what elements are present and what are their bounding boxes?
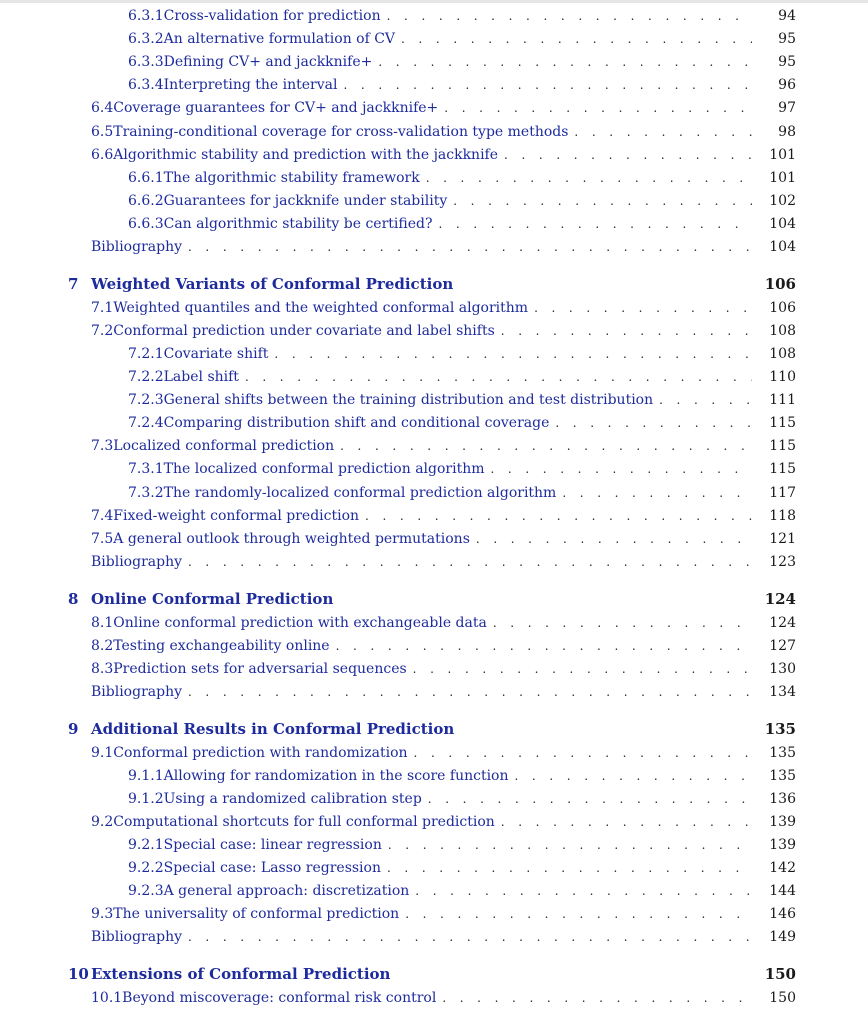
toc-entry[interactable] bbox=[0, 658, 868, 680]
toc-entry[interactable] bbox=[0, 834, 868, 856]
toc-entry-number: 7.2 bbox=[91, 322, 114, 339]
toc-bibliography[interactable] bbox=[0, 926, 868, 948]
dot-leader bbox=[501, 320, 752, 342]
dot-leader bbox=[388, 834, 752, 856]
toc-entry-title[interactable]: Label shift bbox=[163, 369, 239, 385]
toc-entry-title[interactable]: Localized conformal prediction bbox=[113, 438, 335, 455]
toc-page-number[interactable]: 136 bbox=[769, 790, 796, 807]
dot-leader bbox=[378, 51, 752, 73]
toc-entry-number: 6.6.2 bbox=[128, 192, 164, 209]
toc-entry-number: 7.5 bbox=[91, 530, 114, 547]
toc-page-number[interactable]: 96 bbox=[778, 77, 796, 94]
toc-entry-number: 6.3.4 bbox=[128, 77, 164, 94]
toc-page-number[interactable]: 94 bbox=[778, 8, 796, 24]
toc-entry-number: 6.3.2 bbox=[128, 31, 164, 48]
toc-page-number[interactable]: 150 bbox=[769, 990, 796, 1006]
toc-entry-number: 9.2 bbox=[91, 813, 114, 830]
toc-page-number[interactable]: 117 bbox=[769, 484, 796, 501]
toc-page-number[interactable]: 110 bbox=[769, 369, 796, 385]
dot-leader bbox=[396, 963, 752, 985]
toc-entry-number: 9 bbox=[68, 719, 79, 738]
toc-entry-title[interactable]: Weighted Variants of Conformal Prediction bbox=[91, 275, 454, 294]
dot-leader bbox=[405, 903, 752, 925]
dot-leader bbox=[504, 144, 752, 166]
toc-entry-number: 7.1 bbox=[91, 299, 114, 316]
toc-entry-title[interactable]: Online Conformal Prediction bbox=[91, 589, 334, 608]
toc-entry[interactable] bbox=[0, 74, 868, 96]
toc-entry[interactable] bbox=[0, 788, 868, 810]
dot-leader bbox=[343, 74, 752, 96]
toc-entry[interactable] bbox=[0, 97, 868, 119]
dot-leader bbox=[274, 343, 752, 365]
toc-entry-title[interactable]: Additional Results in Conformal Prediction bbox=[91, 719, 455, 738]
dot-leader bbox=[453, 190, 752, 212]
toc-entry-title[interactable]: The universality of conformal prediction bbox=[113, 906, 400, 923]
toc-entry-number: 7 bbox=[68, 275, 79, 294]
toc-entry[interactable] bbox=[0, 297, 868, 319]
toc-entry[interactable] bbox=[0, 320, 868, 342]
toc-entry-number: 6.6.1 bbox=[128, 169, 164, 186]
toc-entry-number: 7.2.4 bbox=[128, 415, 164, 432]
toc-entry[interactable] bbox=[0, 190, 868, 212]
toc-entry-title[interactable]: Training-conditional coverage for cross-validation type methods bbox=[113, 123, 569, 140]
toc-entry-title[interactable]: General shifts between the training distribution and test distribution bbox=[163, 392, 654, 409]
toc-chapter[interactable] bbox=[0, 718, 868, 740]
toc-chapter[interactable] bbox=[0, 963, 868, 985]
toc-entry-number: 7.2.1 bbox=[128, 345, 164, 362]
dot-leader bbox=[562, 482, 752, 504]
toc-page-number[interactable]: 144 bbox=[769, 883, 796, 900]
toc-entry-title[interactable]: Bibliography bbox=[91, 553, 182, 570]
dot-leader bbox=[188, 236, 752, 258]
toc-entry-title[interactable]: Conformal prediction under covariate and label shifts bbox=[113, 322, 495, 339]
toc-entry-title[interactable]: Extensions of Conformal Prediction bbox=[91, 965, 391, 984]
dot-leader bbox=[188, 551, 752, 573]
dot-leader bbox=[515, 765, 753, 787]
toc-entry[interactable] bbox=[0, 121, 868, 143]
toc-entry-title[interactable]: Using a randomized calibration step bbox=[163, 790, 422, 807]
toc-entry-number: 7.3 bbox=[91, 438, 114, 455]
toc-entry[interactable] bbox=[0, 612, 868, 634]
dot-leader bbox=[414, 742, 752, 764]
toc-entry-title[interactable]: Comparing distribution shift and conditional coverage bbox=[163, 415, 550, 432]
dot-leader bbox=[245, 366, 752, 388]
toc-entry-title[interactable]: Weighted quantiles and the weighted conformal algorithm bbox=[113, 299, 529, 316]
toc-chapter[interactable] bbox=[0, 588, 868, 610]
toc-page-number[interactable]: 124 bbox=[764, 589, 796, 608]
toc-entry-title[interactable]: Fixed-weight conformal prediction bbox=[113, 507, 360, 524]
toc-entry[interactable] bbox=[0, 343, 868, 365]
dot-leader bbox=[438, 213, 752, 235]
toc-page-number[interactable]: 135 bbox=[764, 719, 796, 738]
toc-entry-number: 9.1.1 bbox=[128, 767, 164, 784]
toc-bibliography[interactable] bbox=[0, 236, 868, 258]
dot-leader bbox=[574, 121, 752, 143]
dot-leader bbox=[339, 588, 752, 610]
toc-entry[interactable] bbox=[0, 987, 868, 1009]
toc-entry[interactable] bbox=[0, 505, 868, 527]
toc-entry-number: 6.3.3 bbox=[128, 54, 164, 71]
toc-entry-title[interactable]: Algorithmic stability and prediction with the jackknife bbox=[113, 146, 499, 163]
dot-leader bbox=[336, 635, 752, 657]
dot-leader bbox=[501, 811, 752, 833]
toc-entry[interactable] bbox=[0, 412, 868, 434]
toc-entry-title[interactable]: Covariate shift bbox=[163, 345, 269, 362]
toc-entry-number: 8 bbox=[68, 589, 79, 608]
dot-leader bbox=[428, 788, 752, 810]
toc-entry-title[interactable]: Testing exchangeability online bbox=[113, 637, 330, 654]
toc-page-number[interactable]: 135 bbox=[769, 767, 796, 784]
toc-entry-title[interactable]: A general outlook through weighted permutations bbox=[113, 530, 470, 547]
toc-entry-title[interactable]: Interpreting the interval bbox=[163, 77, 338, 94]
toc-entry-number: 6.3.1 bbox=[128, 8, 164, 24]
dot-leader bbox=[365, 505, 752, 527]
toc-entry[interactable] bbox=[0, 857, 868, 879]
toc-entry[interactable] bbox=[0, 28, 868, 50]
toc-page-number[interactable]: 127 bbox=[769, 637, 796, 654]
toc-entry-number: 9.3 bbox=[91, 906, 114, 923]
toc-page-number[interactable]: 101 bbox=[769, 146, 796, 163]
toc-entry-number: 9.1 bbox=[91, 744, 114, 761]
dot-leader bbox=[340, 435, 752, 457]
toc-entry[interactable] bbox=[0, 742, 868, 764]
toc-entry[interactable] bbox=[0, 144, 868, 166]
toc-page-number[interactable]: 108 bbox=[769, 322, 796, 339]
toc-page-number[interactable]: 149 bbox=[769, 929, 796, 946]
toc-page-number[interactable]: 139 bbox=[769, 836, 796, 853]
toc-entry[interactable] bbox=[0, 903, 868, 925]
dot-leader bbox=[444, 97, 752, 119]
toc-entry[interactable] bbox=[0, 458, 868, 480]
dot-leader bbox=[460, 718, 752, 740]
toc-page-number[interactable]: 108 bbox=[769, 345, 796, 362]
toc-page-number[interactable]: 97 bbox=[778, 100, 796, 117]
toc-bibliography[interactable] bbox=[0, 681, 868, 703]
toc-page-number[interactable]: 118 bbox=[769, 507, 796, 524]
toc-entry[interactable] bbox=[0, 528, 868, 550]
dot-leader bbox=[493, 612, 752, 634]
toc-entry-title[interactable]: Bibliography bbox=[91, 239, 182, 255]
toc-entry-title[interactable]: Coverage guarantees for CV+ and jackknife+ bbox=[113, 100, 439, 117]
toc-entry-title[interactable]: An alternative formulation of CV bbox=[163, 31, 396, 48]
dot-leader bbox=[442, 987, 752, 1009]
toc-entry[interactable] bbox=[0, 213, 868, 235]
toc-entry-number: 9.1.2 bbox=[128, 790, 164, 807]
toc-entry-number: 9.2.2 bbox=[128, 860, 164, 876]
toc-entry-number: 7.3.2 bbox=[128, 484, 164, 501]
toc-entry-number: 9.2.3 bbox=[128, 883, 164, 900]
toc-entry-number: 8.2 bbox=[91, 637, 114, 654]
toc-entry-title[interactable]: Cross-validation for prediction bbox=[163, 8, 381, 24]
toc-entry-title[interactable]: A general approach: discretization bbox=[163, 883, 410, 900]
toc-entry-number: 7.2.2 bbox=[128, 369, 164, 385]
toc-page-number[interactable]: 115 bbox=[769, 415, 796, 432]
toc-page-number[interactable]: 111 bbox=[769, 392, 796, 409]
toc-page-number[interactable]: 104 bbox=[769, 239, 796, 255]
toc-entry[interactable] bbox=[0, 389, 868, 411]
toc-page-number[interactable]: 95 bbox=[778, 31, 796, 48]
toc-entry-title[interactable]: Conformal prediction with randomization bbox=[113, 744, 408, 761]
toc-page-number[interactable]: 130 bbox=[769, 660, 796, 677]
toc-entry-number: 10.1 bbox=[91, 990, 123, 1006]
toc-entry-title[interactable]: The algorithmic stability framework bbox=[163, 169, 420, 186]
dot-leader bbox=[387, 5, 752, 27]
toc-page-number[interactable]: 146 bbox=[769, 906, 796, 923]
toc-page-number[interactable]: 115 bbox=[769, 438, 796, 455]
dot-leader bbox=[413, 658, 752, 680]
dot-leader bbox=[387, 857, 752, 879]
toc-entry-title[interactable]: Online conformal prediction with exchangeable data bbox=[113, 614, 487, 631]
toc-entry-title[interactable]: Bibliography bbox=[91, 683, 182, 700]
toc-entry-title[interactable]: Computational shortcuts for full conformal prediction bbox=[113, 813, 495, 830]
toc-page-number[interactable]: 106 bbox=[764, 275, 796, 294]
toc-page-number[interactable]: 121 bbox=[769, 530, 796, 547]
toc-entry-number: 10 bbox=[68, 965, 89, 984]
toc-page-number[interactable]: 134 bbox=[769, 683, 796, 700]
toc-page-number[interactable]: 106 bbox=[769, 299, 796, 316]
toc-entry[interactable] bbox=[0, 482, 868, 504]
toc-entry-number: 6.6.3 bbox=[128, 215, 164, 232]
toc-entry[interactable] bbox=[0, 366, 868, 388]
toc-entry-title[interactable]: The randomly-localized conformal prediction algorithm bbox=[163, 484, 557, 501]
dot-leader bbox=[459, 273, 752, 295]
toc-entry-number: 7.4 bbox=[91, 507, 114, 524]
dot-leader bbox=[188, 681, 752, 703]
dot-leader bbox=[476, 528, 752, 550]
toc-entry-title[interactable]: Allowing for randomization in the score function bbox=[163, 767, 509, 784]
dot-leader bbox=[534, 297, 752, 319]
toc-entry-number: 7.3.1 bbox=[128, 461, 164, 478]
toc-entry[interactable] bbox=[0, 167, 868, 189]
toc-page-number[interactable]: 139 bbox=[769, 813, 796, 830]
toc-page-number[interactable]: 123 bbox=[769, 553, 796, 570]
toc-entry[interactable] bbox=[0, 811, 868, 833]
toc-page-number[interactable]: 104 bbox=[769, 215, 796, 232]
dot-leader bbox=[555, 412, 752, 434]
toc-page-number[interactable]: 135 bbox=[769, 744, 796, 761]
toc-page-number[interactable]: 95 bbox=[778, 54, 796, 71]
toc-entry-number: 6.6 bbox=[91, 146, 114, 163]
toc-page-number[interactable]: 102 bbox=[769, 192, 796, 209]
dot-leader bbox=[426, 167, 752, 189]
toc-page-number[interactable]: 101 bbox=[769, 169, 796, 186]
toc-entry[interactable] bbox=[0, 51, 868, 73]
toc-bibliography[interactable] bbox=[0, 551, 868, 573]
toc-page-number[interactable]: 142 bbox=[769, 860, 796, 876]
dot-leader bbox=[491, 458, 753, 480]
toc-entry-number: 8.1 bbox=[91, 614, 114, 631]
toc-entry-title[interactable]: Guarantees for jackknife under stability bbox=[163, 192, 448, 209]
toc-entry-title[interactable]: Defining CV+ and jackknife+ bbox=[163, 54, 373, 71]
toc-page-number[interactable]: 115 bbox=[769, 461, 796, 478]
toc-entry[interactable] bbox=[0, 765, 868, 787]
toc-entry-number: 6.4 bbox=[91, 100, 114, 117]
toc-page-number[interactable]: 150 bbox=[764, 965, 796, 984]
toc-chapter[interactable] bbox=[0, 273, 868, 295]
toc-entry-title[interactable]: Special case: Lasso regression bbox=[163, 860, 381, 876]
toc-page-number[interactable]: 124 bbox=[769, 614, 796, 631]
toc-entry-title[interactable]: Bibliography bbox=[91, 929, 182, 946]
dot-leader bbox=[401, 28, 752, 50]
dot-leader bbox=[188, 926, 752, 948]
toc-entry[interactable] bbox=[0, 880, 868, 902]
toc-entry[interactable] bbox=[0, 5, 868, 27]
dot-leader bbox=[659, 389, 752, 411]
toc-entry-number: 8.3 bbox=[91, 660, 114, 677]
toc-entry-number: 9.2.1 bbox=[128, 836, 164, 853]
toc-entry-number: 7.2.3 bbox=[128, 392, 164, 409]
toc-page-number[interactable]: 98 bbox=[778, 123, 796, 140]
toc-entry-title[interactable]: Special case: linear regression bbox=[163, 836, 382, 853]
viewer-top-edge bbox=[0, 0, 868, 3]
toc-entry-number: 6.5 bbox=[91, 123, 114, 140]
dot-leader bbox=[415, 880, 752, 902]
toc-entry[interactable] bbox=[0, 435, 868, 457]
toc-entry-title[interactable]: Can algorithmic stability be certified? bbox=[163, 215, 433, 232]
toc-entry-title[interactable]: Prediction sets for adversarial sequences bbox=[113, 660, 407, 677]
toc-entry-title[interactable]: The localized conformal prediction algorithm bbox=[163, 461, 485, 478]
toc-entry-title[interactable]: Beyond miscoverage: conformal risk control bbox=[122, 990, 437, 1006]
toc-entry[interactable] bbox=[0, 635, 868, 657]
